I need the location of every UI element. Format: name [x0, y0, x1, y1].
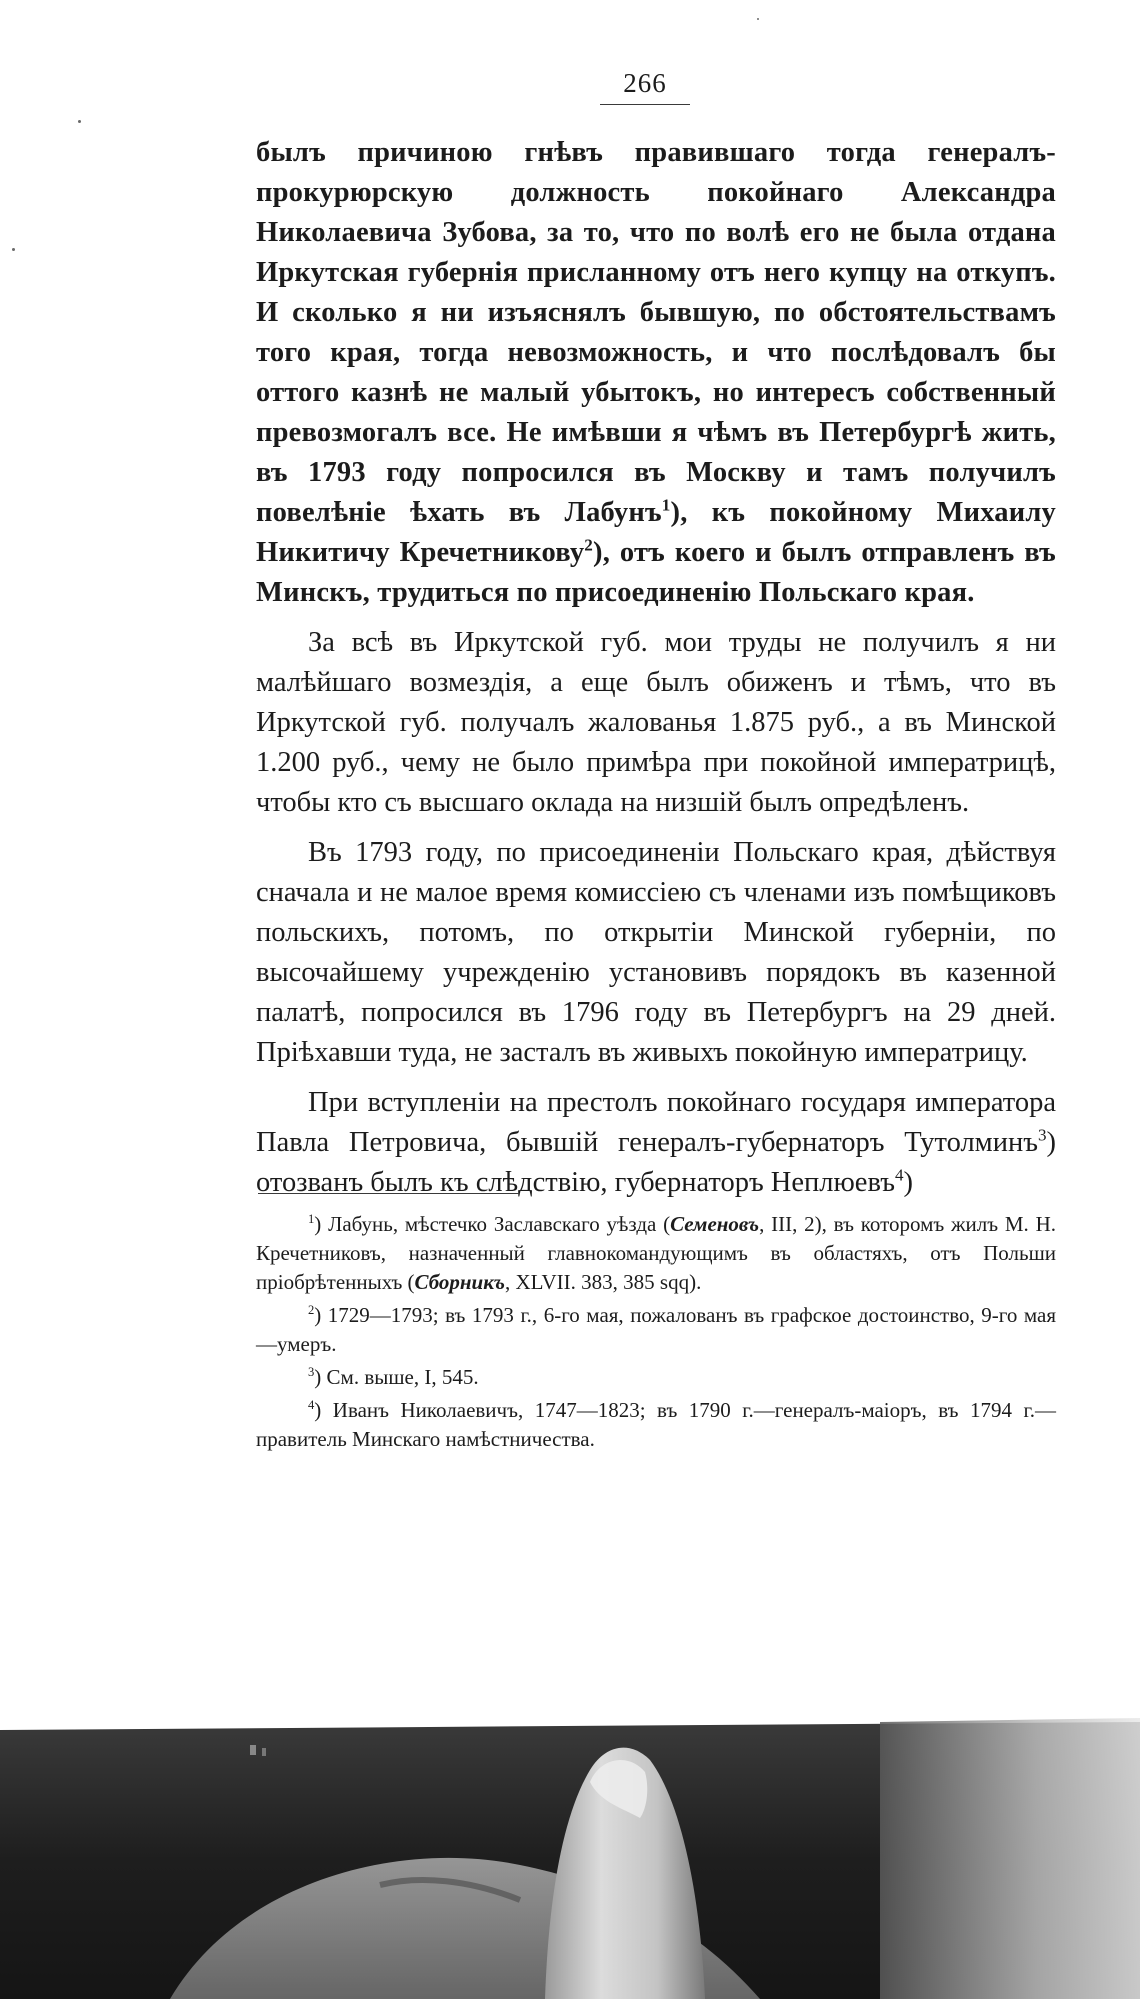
paragraph-4-text-end: ) [903, 1167, 913, 1198]
hand-photo-graphic [0, 1690, 1140, 1999]
paragraph-4-text-cont: ) отозванъ былъ къ слѣдствію, губернаторъ Неплюевъ [256, 1127, 1056, 1198]
footnote-1 [256, 1210, 1056, 1297]
footnote-4 [256, 1396, 1056, 1454]
footnote-2-mark: 2 [308, 1303, 315, 1317]
footnote-ref-3: 3 [1037, 1125, 1047, 1145]
footnote-1-text-a: ) Лабунь, мѣстечко Заславскаго уѣзда ( [314, 1212, 671, 1236]
paragraph-4 [256, 1083, 1056, 1203]
footnote-ref-2: 2 [584, 535, 594, 555]
footnote-divider [258, 1193, 520, 1194]
footnote-3-text: ) См. выше, I, 545. [314, 1365, 479, 1389]
footnote-3 [256, 1363, 1056, 1392]
paragraph-4-text: При вступленіи на престолъ покойнаго государя императора Павла Петровича, бывшій генералъ-губернаторъ Тутолминъ [256, 1087, 1056, 1158]
paragraph-1-text: былъ причиною гнѣвъ правившаго тогда генералъ-прокурюрскую должность покойнаго Александра Николаевича Зубова, за то, что по волѣ его не была отдана Иркутская губернія присланному отъ него купцу на откупъ. И сколько я ни изъяснялъ бывшую, по обстоятельствамъ того края, тогда невозможность, и что послѣдовалъ бы оттого казнѣ не малый убытокъ, но интересъ собственный превозмогалъ все. Не имѣвши я чѣмъ въ Петербургѣ жить, въ 1793 году попросился въ Москву и тамъ получилъ повелѣніе ѣхать въ Лабунъ [256, 137, 1056, 528]
footnote-2 [256, 1301, 1056, 1359]
footnote-ref-1: 1 [661, 495, 671, 515]
footnotes [256, 1210, 1056, 1458]
footnote-3-mark: 3 [308, 1365, 315, 1379]
scan-speck [78, 120, 81, 123]
footnote-1-mark: 1 [308, 1212, 315, 1226]
footnote-2-text: ) 1729—1793; въ 1793 г., 6-го мая, пожалованъ въ графское достоинство, 9-го мая—умеръ. [256, 1303, 1056, 1356]
paragraph-2: За всѣ въ Иркутской губ. мои труды не получилъ я ни малѣйшаго возмездія, а еще былъ обиженъ и тѣмъ, что въ Иркутской губ. получалъ жалованья 1.875 руб., а въ Минской 1.200 руб., чему не было примѣра при покойной императрицѣ, чтобы кто съ высшаго оклада на низшій былъ опредѣленъ. [256, 627, 1056, 818]
footnote-1-source-b: Сборникъ [414, 1270, 505, 1294]
paragraph-1-text-end: ), отъ коего и былъ отправленъ въ Минскъ, трудиться по присоединенію Польскаго края. [256, 537, 1056, 608]
page-number: 266 [600, 66, 690, 105]
scan-speck [757, 18, 759, 20]
footnote-4-mark: 4 [308, 1398, 315, 1412]
footnote-ref-4: 4 [894, 1165, 904, 1185]
scan-speck [12, 248, 15, 251]
footnote-1-text-c: , XLVII. 383, 385 sqq). [504, 1270, 702, 1294]
footnote-4-text: ) Иванъ Николаевичъ, 1747—1823; въ 1790 г.—генералъ-маіоръ, въ 1794 г.—правитель Минскаго намѣстничества. [256, 1398, 1056, 1451]
main-text [256, 133, 1056, 1213]
scan-artifact-hand [0, 1690, 1140, 1999]
footnote-1-text-b: , III, 2), въ которомъ жилъ М. Н. Кречетниковъ, назначенный главнокомандующимъ въ областяхъ, отъ Польши пріобрѣтенныхъ ( [256, 1212, 1056, 1294]
paragraph-3: Въ 1793 году, по присоединеніи Польскаго края, дѣйствуя сначала и не малое время комиссіею съ членами изъ помѣщиковъ польскихъ, потомъ, по открытіи Минской губерніи, по высочайшему учрежденію установивъ порядокъ въ казенной палатѣ, попросился въ 1796 году въ Петербургъ на 29 дней. Пріѣхавши туда, не засталъ въ живыхъ покойную императрицу. [256, 837, 1056, 1068]
paragraph-1-text-cont: ), къ покойному Михаилу Никитичу Кречетникову [256, 497, 1056, 568]
paragraph-1 [256, 133, 1056, 613]
footnote-1-source-a: Семеновъ [670, 1212, 760, 1236]
